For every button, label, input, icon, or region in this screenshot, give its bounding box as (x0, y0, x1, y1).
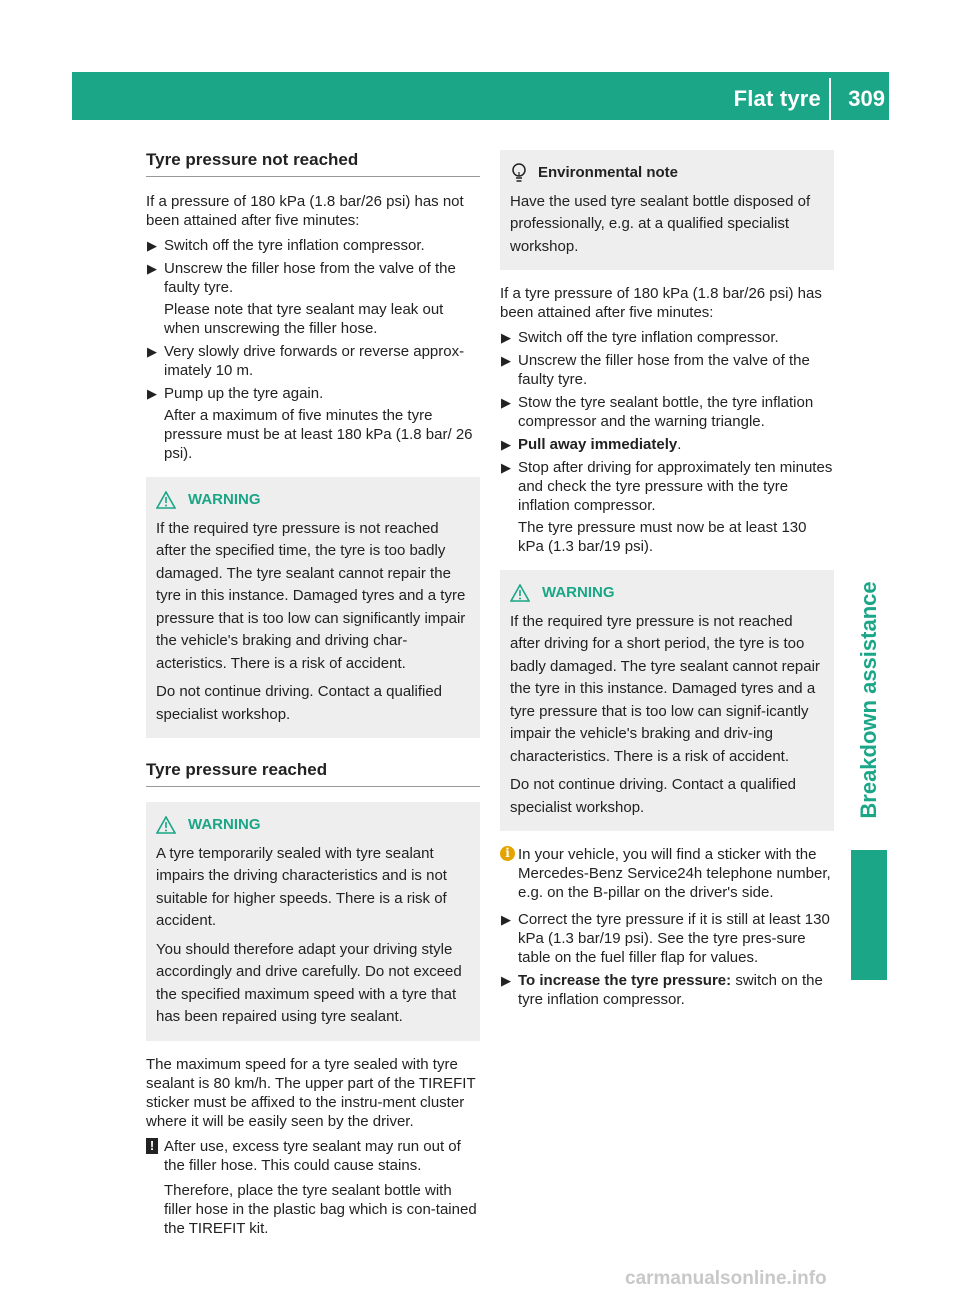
step-item (146, 259, 480, 338)
body-text: The maximum speed for a tyre sealed with tyre sealant is 80 km/h. The upper part of the TIREFIT sticker must be affixed to the instru-ment cluster where it will be easily seen by the driver. (146, 1055, 476, 1130)
step-text (518, 971, 834, 1009)
warning-text: Do not continue driving. Contact a qualified specialist workshop. (510, 776, 797, 816)
step-item (500, 328, 834, 347)
info-icon: i (500, 846, 515, 861)
step-subtext: After a maximum of five minutes the tyre pressure must be at least 180 kPa (1.8 bar/ 26 psi). (164, 407, 473, 462)
warning-triangle-icon (156, 491, 176, 509)
warning-box (500, 570, 834, 831)
arrow-right-icon: ▶ (501, 353, 511, 368)
warning-box (146, 802, 480, 1041)
right-column (500, 150, 834, 1013)
step-text: Switch off the tyre inflation compressor. (518, 329, 779, 346)
step-bold: To increase the tyre pressure: (518, 972, 732, 989)
warning-label: WARNING (188, 491, 261, 508)
arrow-right-icon: ▶ (501, 395, 511, 410)
caution-text: After use, excess tyre sealant may run out of the filler hose. This could cause stains. (164, 1137, 461, 1174)
warning-text: If the required tyre pressure is not reached after driving for a short period, the tyre is too badly damaged. The tyre sealant cannot repair the tyre in this instance. Damaged tyres and a tyre pressure that is too low can signif-icantly impair the vehicle's braking and driv-ing characteristics. There is a risk of accident. (510, 612, 820, 765)
step-subtext: The tyre pressure must now be at least 130 kPa (1.3 bar/19 psi). (518, 519, 807, 555)
arrow-right-icon: ▶ (501, 330, 511, 345)
intro-text: If a tyre pressure of 180 kPa (1.8 bar/26 psi) has been attained after five minutes: (500, 285, 822, 321)
page-number: 309 (848, 86, 885, 111)
side-tab-marker (851, 850, 887, 980)
step-subtext: Please note that tyre sealant may leak out when unscrewing the filler hose. (164, 301, 444, 337)
warning-title (156, 814, 470, 837)
section-title-not-reached: Tyre pressure not reached (146, 150, 480, 177)
step-text: Stop after driving for approximately ten minutes and check the tyre pressure with the tyre inflation compressor. (518, 459, 833, 514)
step-item (500, 971, 834, 1009)
arrow-right-icon: ▶ (501, 460, 511, 475)
side-tab-label: Breakdown assistance (856, 581, 881, 819)
arrow-right-icon: ▶ (147, 344, 157, 359)
step-text: Stow the tyre sealant bottle, the tyre inflation compressor and the warning triangle. (518, 394, 814, 430)
step-text: Unscrew the filler hose from the valve of the faulty tyre. (518, 352, 810, 388)
watermark-text: carmanualsonline.info (625, 1268, 827, 1289)
arrow-right-icon: ▶ (147, 238, 157, 253)
step-text: Unscrew the filler hose from the valve of the faulty tyre. (164, 260, 456, 296)
intro-text: If a pressure of 180 kPa (1.8 bar/26 psi) has not been attained after five minutes: (146, 193, 464, 229)
step-text (518, 435, 834, 454)
warning-text: Do not continue driving. Contact a qualified specialist workshop. (156, 683, 443, 723)
arrow-right-icon: ▶ (501, 973, 511, 988)
warning-title (156, 489, 470, 512)
env-note-title (510, 162, 824, 185)
warning-text: If the required tyre pressure is not reached after the specified time, the tyre is too badly damaged. The tyre sealant cannot repair the tyre in this instance. Damaged tyres and a tyre pressure that is too low can significantly impair the vehicle's braking and driving char-acteristics. There is a risk of accident. (156, 519, 466, 672)
arrow-right-icon: ▶ (147, 261, 157, 276)
warning-triangle-icon (510, 584, 530, 602)
arrow-right-icon: ▶ (501, 912, 511, 927)
info-text: In your vehicle, you will find a sticker with the Mercedes-Benz Service24h telephone number, e.g. on the B-pillar on the driver's side. (518, 846, 831, 901)
step-item (500, 351, 834, 389)
step-tail: switch on the tyre inflation compressor. (518, 972, 823, 1008)
warning-label: WARNING (542, 584, 615, 601)
warning-triangle-icon (156, 816, 176, 834)
step-text: Correct the tyre pressure if it is still at least 130 kPa (1.3 bar/19 psi). See the tyre pres-sure table on the fuel filler flap for values. (518, 911, 830, 966)
step-item (500, 435, 834, 454)
lightbulb-icon (510, 162, 528, 184)
header-bar (72, 72, 889, 120)
step-text: Pump up the tyre again. (164, 385, 324, 402)
chapter-title: Flat tyre (733, 86, 821, 111)
step-bold: Pull away immediately (518, 436, 678, 453)
step-text: Very slowly drive forwards or reverse approx-imately 10 m. (164, 343, 465, 379)
step-item (146, 342, 480, 380)
step-item (500, 393, 834, 431)
env-note-text: Have the used tyre sealant bottle disposed of professionally, e.g. at a qualified specialist workshop. (510, 192, 811, 255)
warning-title (510, 582, 824, 605)
step-item (146, 236, 480, 255)
env-note-label: Environmental note (538, 164, 679, 181)
environmental-note-box (500, 150, 834, 270)
step-item (146, 384, 480, 463)
section-title-reached: Tyre pressure reached (146, 760, 480, 787)
exclamation-icon: ! (146, 1138, 158, 1154)
info-note (500, 845, 834, 902)
left-column (146, 150, 480, 1244)
step-tail: . (677, 436, 682, 453)
warning-text: A tyre temporarily sealed with tyre sealant impairs the driving characteristics and is not suitable for higher speeds. There is a risk of accident. (156, 844, 447, 929)
step-text: Switch off the tyre inflation compressor. (164, 237, 425, 254)
arrow-right-icon: ▶ (501, 437, 511, 452)
warning-box (146, 477, 480, 738)
arrow-right-icon: ▶ (147, 386, 157, 401)
caution-note (146, 1137, 480, 1238)
side-tab (851, 560, 887, 840)
warning-text: You should therefore adapt your driving style accordingly and drive carefully. Do not exceed the specified maximum speed with a tyre that has been repaired using tyre sealant. (156, 940, 462, 1025)
header-divider (829, 78, 831, 120)
warning-label: WARNING (188, 816, 261, 833)
step-item (500, 458, 834, 556)
step-item (500, 910, 834, 967)
caution-text: Therefore, place the tyre sealant bottle with filler hose in the plastic bag which is con-tained the TIREFIT kit. (164, 1181, 477, 1237)
